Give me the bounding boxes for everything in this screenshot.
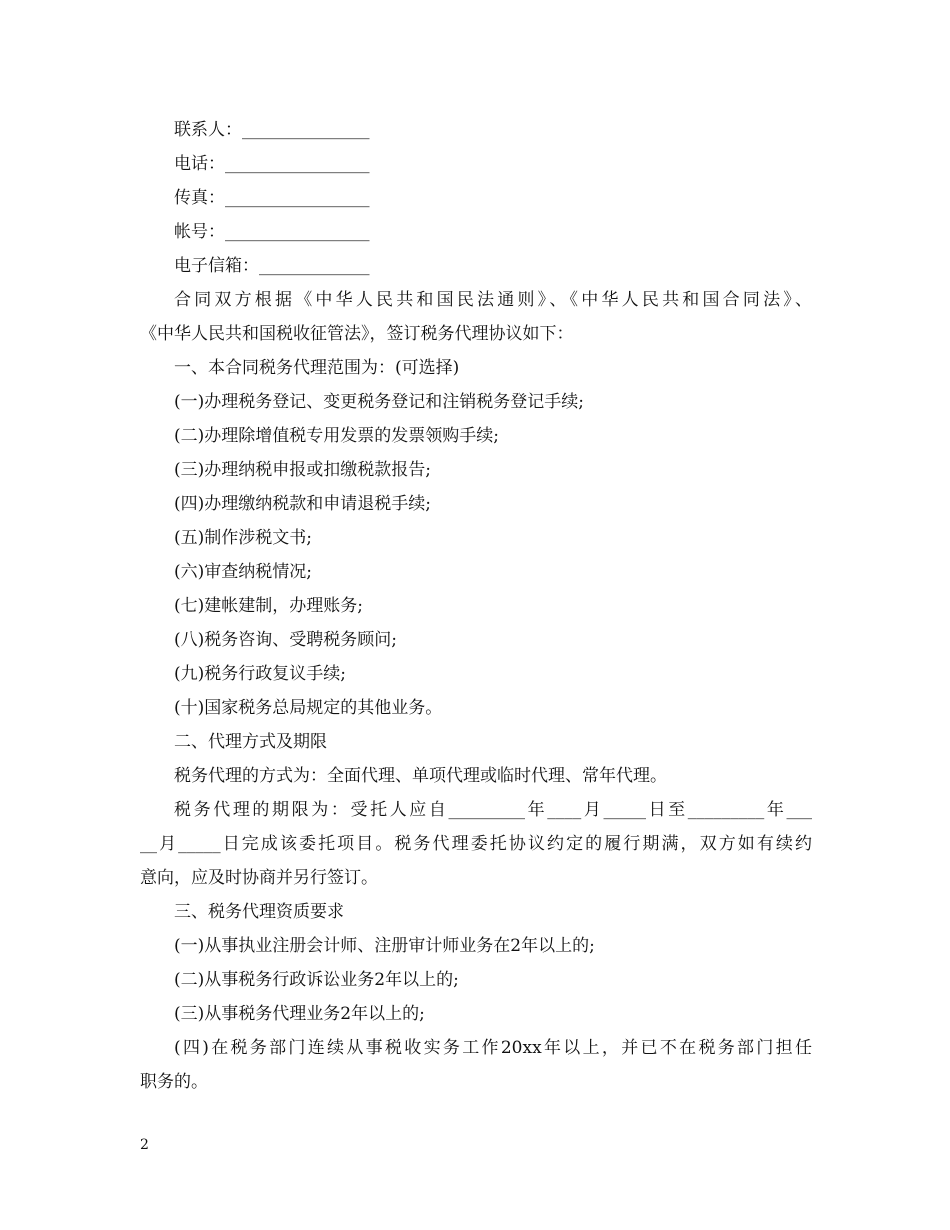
section1-heading: 一、本合同税务代理范围为：(可选择) — [174, 358, 460, 378]
scope-item: (七)建帐建制，办理账务; — [174, 596, 363, 616]
agency-term-line-3: 意向，应及时协商并另行签订。 — [140, 868, 378, 888]
scope-item: (五)制作涉税文书; — [174, 528, 312, 548]
intro-line-1: 合同双方根据《中华人民共和国民法通则》、《中华人民共和国合同法》、 — [174, 290, 812, 310]
scope-item: (八)税务咨询、受聘税务顾问; — [174, 630, 397, 650]
scope-item: (三)办理纳税申报或扣缴税款报告; — [174, 460, 431, 480]
agency-term-line-1: 税务代理的期限为：受托人应自_________年____月_____日至_________年___ — [174, 800, 812, 820]
scope-item: (九)税务行政复议手续; — [174, 664, 346, 684]
agency-method: 税务代理的方式为：全面代理、单项代理或临时代理、常年代理。 — [174, 766, 667, 786]
section2-heading: 二、代理方式及期限 — [174, 732, 327, 752]
scope-item: (二)办理除增值税专用发票的发票领购手续; — [174, 426, 499, 446]
qualification-item: (一)从事执业注册会计师、注册审计师业务在2年以上的; — [174, 936, 595, 956]
scope-item: (六)审查纳税情况; — [174, 562, 312, 582]
section3-heading: 三、税务代理资质要求 — [174, 902, 344, 922]
phone-field: 电话：_________________ — [174, 154, 370, 174]
document-page — [140, 113, 812, 1099]
qualification-item: (三)从事税务代理业务2年以上的; — [174, 1004, 425, 1024]
fax-field: 传真：_________________ — [174, 188, 370, 208]
scope-item: (十)国家税务总局规定的其他业务。 — [174, 698, 443, 718]
qualification-item-4-line-2: 职务的。 — [140, 1072, 208, 1092]
page-number: 2 — [140, 1137, 149, 1153]
email-field: 电子信箱：_____________ — [174, 256, 370, 276]
agency-term-line-2: __月_____日完成该委托项目。税务代理委托协议约定的履行期满，双方如有续约 — [140, 834, 812, 854]
intro-line-2: 《中华人民共和国税收征管法》，签订税务代理协议如下： — [140, 324, 574, 344]
qualification-item-4-line-1: (四)在税务部门连续从事税收实务工作20xx年以上，并已不在税务部门担任 — [174, 1038, 812, 1058]
account-field: 帐号：_________________ — [174, 222, 370, 242]
scope-item: (四)办理缴纳税款和申请退税手续; — [174, 494, 431, 514]
contact-person-field: 联系人：_______________ — [174, 120, 370, 140]
qualification-item: (二)从事税务行政诉讼业务2年以上的; — [174, 970, 459, 990]
scope-item: (一)办理税务登记、变更税务登记和注销税务登记手续; — [174, 392, 584, 412]
